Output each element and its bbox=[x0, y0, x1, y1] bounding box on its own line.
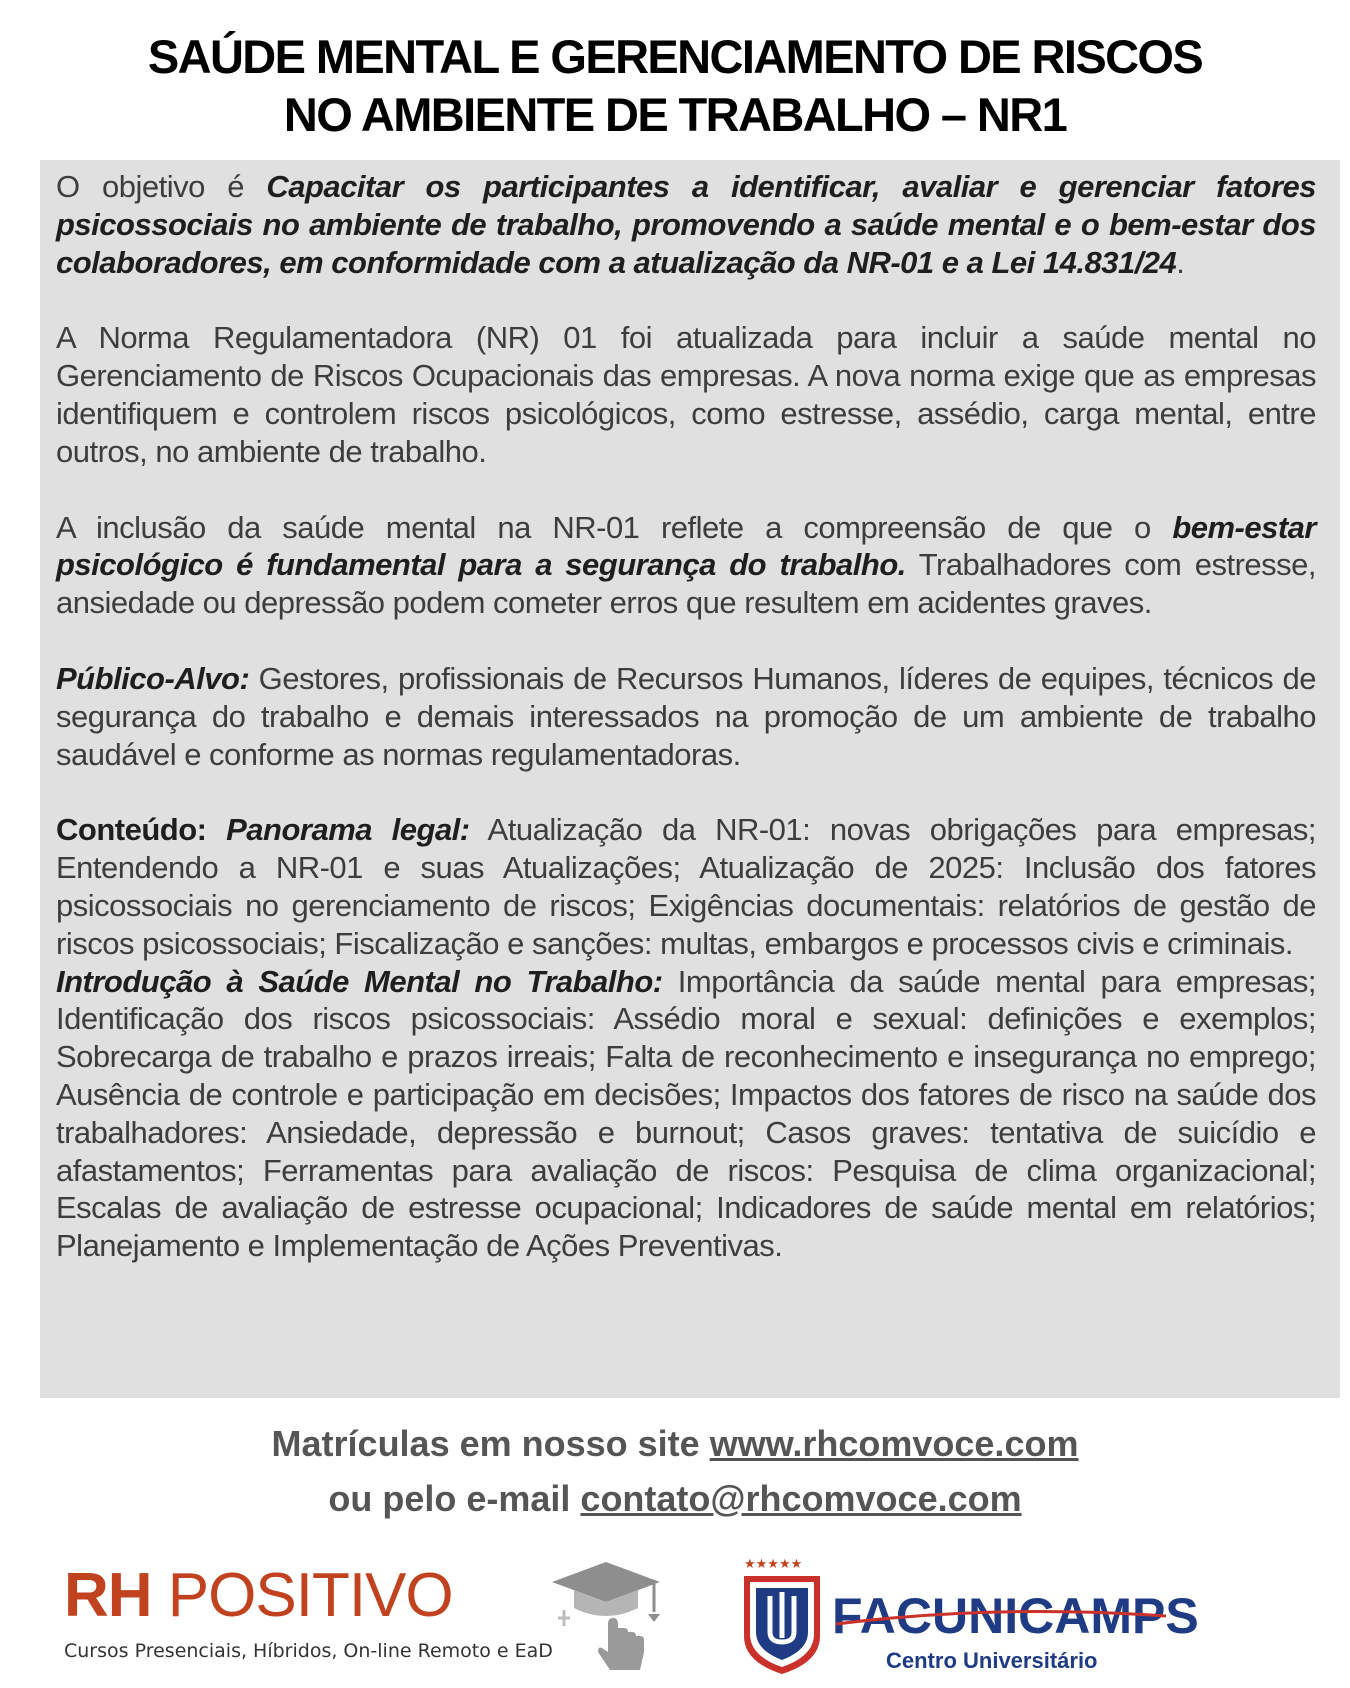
objective-intro: O objetivo é bbox=[56, 169, 267, 204]
shield-stars-icon bbox=[740, 1554, 824, 1678]
facunicamps-logo bbox=[740, 1548, 1220, 1684]
rh-positivo-logo bbox=[64, 1560, 684, 1682]
graduation-cap-pointer-icon bbox=[548, 1556, 664, 1676]
inclusion-paragraph bbox=[56, 509, 1316, 622]
rh-word: RH bbox=[64, 1561, 152, 1630]
cta-site-label: Matrículas em nosso site bbox=[271, 1423, 710, 1464]
objective-paragraph bbox=[56, 168, 1316, 281]
nr-paragraph: A Norma Regulamentadora (NR) 01 foi atualizada para incluir a saúde mental no Gerenciamento de Riscos Ocupacionais das empresas. A nova norma exige que as empresas identifiquem e controlem riscos psicológicos, como estresse, assédio, carga mental, entre outros, no ambiente de trabalho. bbox=[56, 320, 1316, 469]
content-paragraph bbox=[56, 811, 1316, 962]
rh-positivo-wordmark bbox=[64, 1560, 453, 1632]
audience-text: Gestores, profissionais de Recursos Humanos, líderes de equipes, técnicos de segurança do trabalho e demais interessados na promoção de um ambiente de trabalho saudável e conforme as normas regulamentadoras. bbox=[56, 660, 1316, 772]
content-section1-title: Panorama legal: bbox=[226, 812, 470, 848]
content-section2-title: Introdução à Saúde Mental no Trabalho: bbox=[56, 963, 663, 999]
content-section1-text: Atualização da NR-01: novas obrigações para empresas; Entendendo a NR-01 e suas Atualizações; Atualização de 2025: Inclusão dos fatores psicossociais no gerenciamento de riscos; Exigências documentais: relatórios de gestão de riscos psicossociais; Fiscalização e sanções: multas, embargos e processos civis e criminais. bbox=[56, 812, 1316, 961]
objective-emphasis: Capacitar os participantes a identificar, avaliar e gerenciar fatores psicossociais no ambiente de trabalho, promovendo a saúde mental e o bem-estar dos colaboradores, em conformidade com a atualização da NR-01 e a Lei 14.831/24 bbox=[56, 169, 1316, 280]
site-link[interactable]: www.rhcomvoce.com bbox=[709, 1423, 1079, 1464]
inclusion-intro: A inclusão da saúde mental na NR-01 reflete a compreensão de que o bbox=[56, 509, 1173, 545]
positivo-word: POSITIVO bbox=[151, 1561, 453, 1630]
content-section2-text: Importância da saúde mental para empresas; Identificação dos riscos psicossociais: Assédio moral e sexual: definições e exemplos; Sobrecarga de trabalho e prazos irreais; Falta de reconhecimento e insegurança no emprego; Ausência de controle e participação em decisões; Impactos dos fatores de risco na saúde dos trabalhadores: Ansiedade, depressão e burnout; Casos graves: tentativa de suicídio e afastamentos; Ferramentas para avaliação de riscos: Pesquisa de clima organizacional; Escalas de avaliação de estresse ocupacional; Indicadores de saúde mental em relatórios; Planejamento e Implementação de Ações Preventivas. bbox=[56, 963, 1316, 1264]
content-label: Conteúdo: bbox=[56, 812, 207, 848]
objective-end: . bbox=[1176, 244, 1185, 280]
page-title bbox=[0, 28, 1350, 144]
email-link[interactable]: contato@rhcomvoce.com bbox=[580, 1478, 1022, 1519]
facunicamps-subtitle: Centro Universitário bbox=[886, 1648, 1098, 1673]
rh-tagline: Cursos Presenciais, Híbridos, On-line Remoto e EaD bbox=[64, 1640, 553, 1662]
facunicamps-wordmark: FACUNICAMPS bbox=[832, 1588, 1199, 1644]
svg-text:★★★★★: ★★★★★ bbox=[744, 1557, 803, 1572]
cta-email-label: ou pelo e-mail bbox=[328, 1478, 581, 1519]
swoosh-icon bbox=[836, 1598, 1166, 1638]
audience-label: Público-Alvo: bbox=[56, 660, 250, 696]
audience-paragraph bbox=[56, 660, 1316, 773]
cta-line-2 bbox=[0, 1477, 1350, 1521]
inclusion-rest: Trabalhadores com estresse, ansiedade ou depressão podem cometer erros que resultem em acidentes graves. bbox=[56, 547, 1316, 621]
cta-line-1 bbox=[0, 1422, 1350, 1466]
description-box bbox=[40, 160, 1340, 1398]
title-line-1: SAÚDE MENTAL E GERENCIAMENTO DE RISCOS bbox=[147, 30, 1203, 83]
title-line-2: NO AMBIENTE DE TRABALHO – NR1 bbox=[283, 88, 1067, 141]
content-section2-paragraph bbox=[56, 963, 1316, 1265]
inclusion-emphasis: bem-estar psicológico é fundamental para a segurança do trabalho. bbox=[56, 509, 1316, 583]
